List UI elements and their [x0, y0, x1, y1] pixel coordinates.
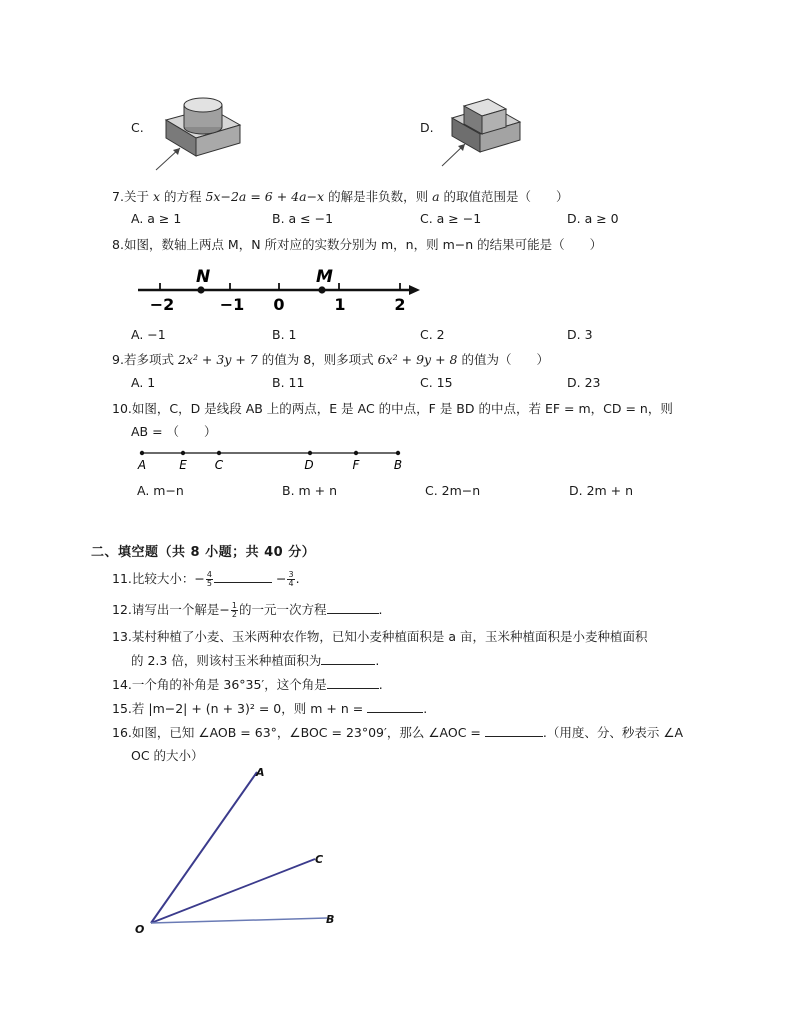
- tick-label: 1: [334, 295, 346, 314]
- segment-point-label: F: [352, 458, 360, 472]
- point-m-dot: [318, 286, 325, 293]
- q10-option-c: C. 2m−n: [425, 483, 481, 498]
- q14-stem: 14.一个角的补角是 36°35′，这个角是 .: [112, 677, 383, 692]
- answer-blank[interactable]: [327, 601, 379, 614]
- q6-figure-c: [148, 90, 248, 180]
- q9-option-b: B. 11: [272, 375, 305, 390]
- q8-option-a: A. −1: [131, 327, 166, 342]
- q10-option-b: B. m + n: [282, 483, 338, 498]
- q16-stem-line2: OC 的大小）: [131, 748, 204, 763]
- segment-point-label: E: [179, 458, 187, 472]
- q8-number-line: [130, 262, 430, 318]
- q8-option-b: B. 1: [272, 327, 297, 342]
- q10-segment-figure: [132, 444, 412, 474]
- q13-stem-line2: 的 2.3 倍，则该村玉米种植面积为 .: [131, 653, 380, 668]
- q7-option-a: A. a ≥ 1: [131, 211, 182, 226]
- q7-option-b: B. a ≤ −1: [272, 211, 334, 226]
- q11-stem: 11.比较大小：− $\frac{4}{5}$ − $\frac{3}{4}$ .: [112, 570, 300, 588]
- q9-option-a: A. 1: [131, 375, 156, 390]
- q10-stem-line2: AB = （ ）: [131, 424, 217, 439]
- q7-stem: 7.关于 x 的方程 5x−2a = 6 + 4a−x 的解是非负数，则 a 的取值范围是（ ）: [112, 189, 569, 204]
- q16-angle-figure: [125, 760, 365, 950]
- q8-stem: 8.如图，数轴上两点 M，N 所对应的实数分别为 m，n，则 m−n 的结果可能是（ ）: [112, 237, 603, 252]
- ray-a-label: A: [256, 766, 265, 779]
- answer-blank[interactable]: [214, 570, 272, 583]
- q10-option-d: D. 2m + n: [569, 483, 634, 498]
- ray-b-label: B: [326, 913, 335, 926]
- q13-stem-line1: 13.某村种植了小麦、玉米两种农作物，已知小麦种植面积是 a 亩，玉米种植面积是小麦种植面积: [112, 629, 648, 644]
- q16-stem-line1: 16.如图，已知 ∠AOB = 63°，∠BOC = 23°09′，那么 ∠AOC = .（用度、分、秒表示 ∠A: [112, 725, 684, 740]
- q6-figure-d: [440, 92, 530, 177]
- point-n-dot: [197, 286, 204, 293]
- q15-stem: 15.若 |m−2| + (n + 3)² = 0，则 m + n = .: [112, 701, 428, 716]
- tick-label: −1: [219, 295, 245, 314]
- segment-point-label: C: [214, 458, 224, 472]
- point-m-label: M: [316, 267, 333, 287]
- segment-point-label: D: [304, 458, 314, 472]
- ray-c-label: C: [315, 853, 324, 866]
- q9-stem: 9.若多项式 2x² + 3y + 7 的值为 8，则多项式 6x² + 9y + 8 的值为（ ）: [112, 352, 549, 367]
- point-n-label: N: [196, 267, 211, 287]
- tick-label: 0: [273, 295, 285, 314]
- q10-option-a: A. m−n: [137, 483, 184, 498]
- q6-option-c-label: C.: [131, 120, 144, 135]
- q10-stem-line1: 10.如图，C，D 是线段 AB 上的两点，E 是 AC 的中点，F 是 BD 的中点，若 EF = m，CD = n，则: [112, 401, 673, 416]
- q6-option-d-label: D.: [420, 120, 434, 135]
- q12-stem: 12.请写出一个解是− $\frac{1}{2}$ 的一元一次方程 .: [112, 601, 383, 619]
- q8-option-c: C. 2: [420, 327, 445, 342]
- segment-point-label: B: [393, 458, 403, 472]
- tick-label: 2: [394, 295, 406, 314]
- answer-blank[interactable]: [327, 676, 379, 689]
- section-title: 二、填空题（共 8 小题；共 40 分）: [91, 545, 316, 560]
- q8-option-d: D. 3: [567, 327, 593, 342]
- segment-point-label: A: [137, 458, 147, 472]
- answer-blank[interactable]: [321, 652, 375, 665]
- vertex-o-label: O: [135, 923, 145, 936]
- answer-blank[interactable]: [485, 724, 543, 737]
- q7-option-d: D. a ≥ 0: [567, 211, 619, 226]
- tick-label: −2: [149, 295, 175, 314]
- q9-option-d: D. 23: [567, 375, 601, 390]
- answer-blank[interactable]: [367, 700, 423, 713]
- q7-option-c: C. a ≥ −1: [420, 211, 482, 226]
- q9-option-c: C. 15: [420, 375, 453, 390]
